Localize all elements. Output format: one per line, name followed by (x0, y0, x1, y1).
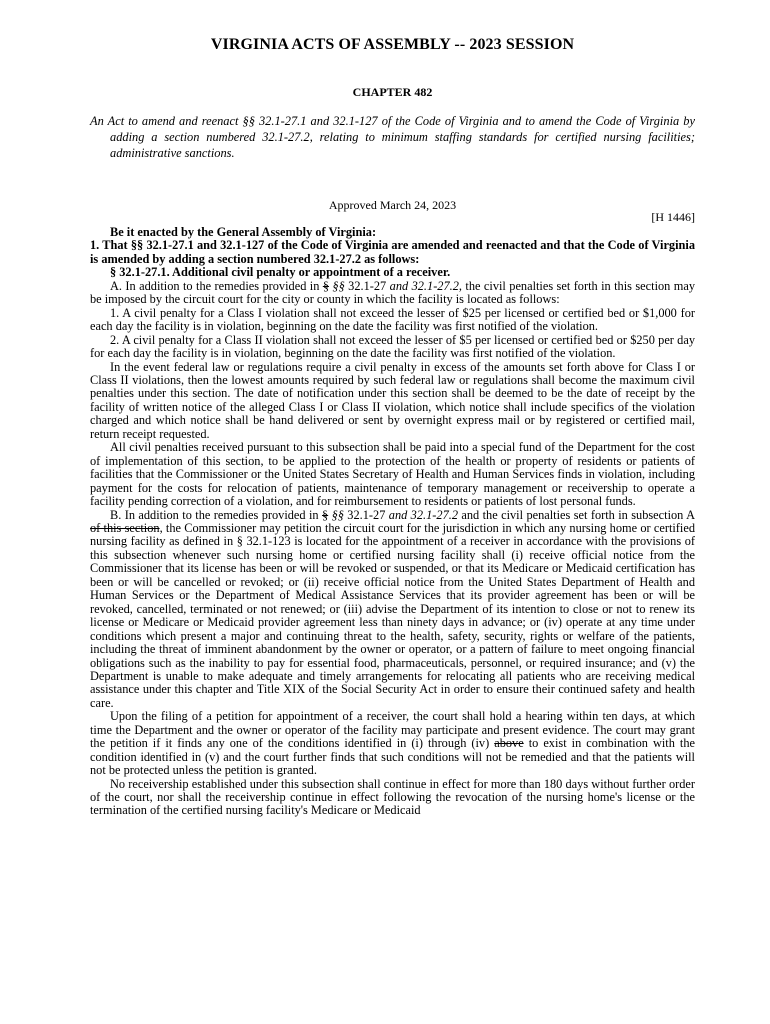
struck-text: above (494, 736, 524, 751)
paragraph-petition (90, 710, 695, 777)
paragraph-federal: In the event federal law or regulations require a civil penalty in excess of the amounts set forth above for Class I or Class II violations, then the lowest amounts required by such federal law or regulations shall become the maximum civil penalties under this section. The date of notification under this section shall be deemed to be the date of receipt by the facility of written notice of the alleged Class I or Class II violation, which notice shall include specifics of the violation charged and which notice shall be hand delivered or sent by overnight express mail or by registered or certified mail, return receipt requested. (90, 359, 695, 441)
subsection-b (90, 509, 695, 711)
text: , the Commissioner may petition the circuit court for the jurisdiction in which any nursing home or certified nursing facility as defined in § 32.1-123 is located for the appointment of a receiver in accordance with the provisions of this subsection whenever such nursing home or certified nursing facility shall (i) receive official notice from the Commissioner that its license has been or will be revoked or suspended, or that its Medicare or Medicaid certification has been or will be cancelled or revoked; or (ii) receive official notice from the United States Department of Health and Human Services or the Department of Medical Assistance Services that its provider agreement has been or will be revoked, cancelled, terminated or not renewed; or (iii) advise the Department of its intention to close or not to renew its license or Medicare or Medicaid provider agreement less than ninety days in advance; or (iv) operate at any time under conditions which present a major and continuing threat to the health, safety, security, rights or welfare of the patients, including the threat of imminent abandonment by the owner or operator, or a pattern of failure to meet ongoing financial obligations such as the inability to pay for essential food, pharmaceuticals, personnel, or required insurance; and (v) the Department is unable to make adequate and timely arrangements for relocating all patients who are receiving medical assistance under this chapter and Title XIX of the Social Security Act in order to ensure their continued safety and health care. (90, 520, 695, 710)
struck-text: § (321, 507, 329, 522)
struck-text: of this section (90, 520, 160, 535)
paragraph-receivership: No receivership established under this subsection shall continue in effect for more than 180 days without further order of the court, nor shall the receivership continue in effect following the revocation of the nursing home's license or the termination of the certified nursing facility's Medicare or Medicaid (90, 776, 695, 818)
text: Upon the filing of a petition for appointment of a receiver, the court shall hold a hearing within ten days, at which time the Department and the owner or operator of the facility may participate and present evidence. The court may grant the petition if it finds any one of the conditions identified in (i) through (iv) (90, 709, 695, 751)
text: 32.1-27 (343, 507, 389, 522)
text: A. In addition to the remedies provided in (110, 278, 323, 293)
text: 32.1-27 (344, 278, 390, 293)
text: to exist in combination with the condition identified in (v) and the court further finds that such conditions will not be remedied and that the patients will not be protected unless the petition is granted. (90, 736, 695, 778)
inserted-text: and 32.1-27.2 (389, 278, 459, 293)
approval-date: Approved March 24, 2023 (328, 198, 457, 212)
enactment-item-1: 1. That §§ 32.1-27.1 and 32.1-127 of the Code of Virginia are amended and reenacted and that the Code of Virginia is amended by adding a section numbered 32.1-27.2 as follows: (90, 238, 695, 266)
text: , the civil penalties set forth in this section may be imposed by the circuit court for the city or county in which the facility is located as follows: (90, 278, 696, 307)
act-summary (90, 113, 695, 161)
text: B. In addition to the remedies provided in (110, 507, 322, 522)
paragraph-2: 2. A civil penalty for a Class II violation shall not exceed the lesser of $5 per licensed or certified bed or $250 per day for each day the facility is in violation, beginning on the date the facility was first notified of the violation. (90, 332, 695, 361)
bill-number: [H 1446] (651, 210, 695, 224)
subsection-a (90, 280, 695, 307)
section-heading: § 32.1-27.1. Additional civil penalty or appointment of a receiver. (110, 265, 451, 280)
inserted-text: and 32.1-27.2 (388, 507, 458, 522)
act-body (90, 226, 695, 818)
act-summary-text: An Act to amend and reenact §§ 32.1-27.1 and 32.1-127 of the Code of Virginia and to amend the Code of Virginia by adding a section numbered 32.1-27.2, relating to minimum staffing standards for certified nursing facilities; administrative sanctions. (90, 114, 695, 160)
inserted-text: §§ (331, 507, 344, 522)
struck-text: § (322, 278, 329, 293)
paragraph-1: 1. A civil penalty for a Class I violation shall not exceed the lesser of $25 per licensed or certified bed or $1,000 for each day the facility is in violation, beginning on the date the facility was first notified of the violation. (90, 305, 695, 334)
text: and the civil penalties set forth in subsection A (458, 507, 695, 522)
enacting-clause: Be it enacted by the General Assembly of Virginia: (110, 225, 377, 239)
chapter-heading: CHAPTER 482 (352, 85, 433, 99)
paragraph-penalties-fund: All civil penalties received pursuant to this subsection shall be paid into a special fund of the Department for the cost of implementation of this section, to be applied to the protection of the health or property of residents or patients of facilities that the Commissioner or the United States Secretary of Health and Human Services finds in violation, including payment for the costs for relocation of patients, maintenance of temporary management or receivership to operate a facility pending correction of a violation, and for reimbursement to residents or patients of lost personal funds. (90, 440, 695, 509)
document-title: VIRGINIA ACTS OF ASSEMBLY -- 2023 SESSION (210, 36, 575, 53)
inserted-text: §§ (332, 278, 345, 293)
